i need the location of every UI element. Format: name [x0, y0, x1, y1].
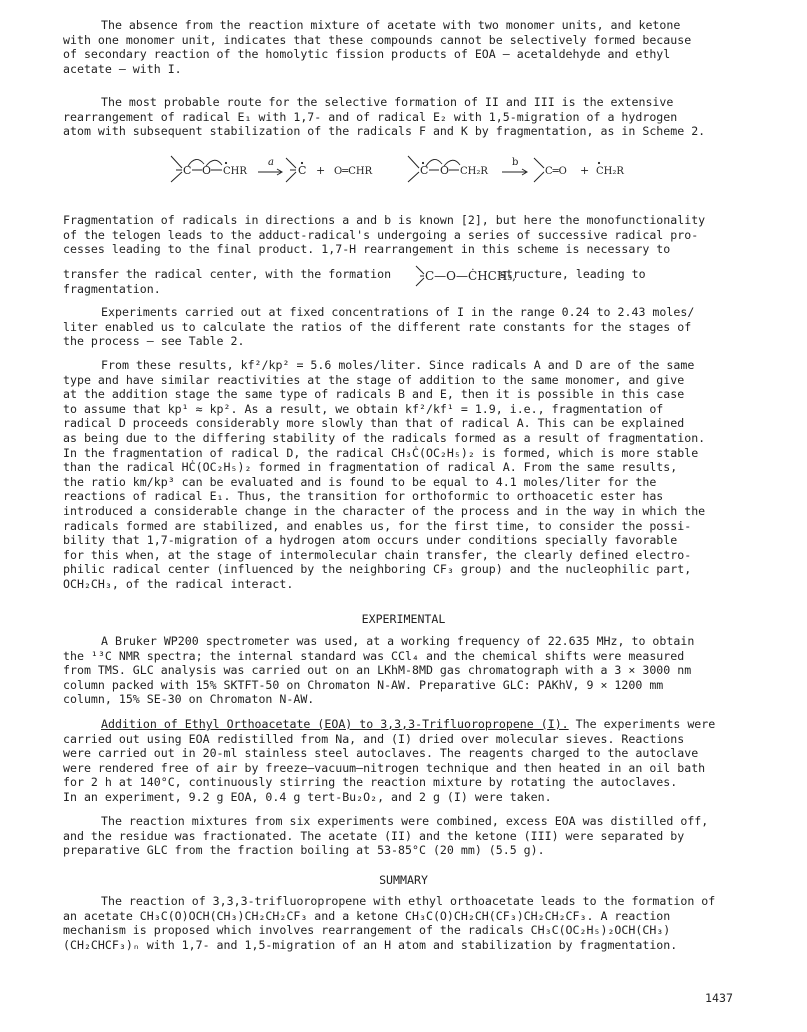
addition-section-body: The experiments were carried out using EOA redistilled from Na, and (I) dried over molecular sieves. Reactions were carried out in 20-ml stainless steel autoclaves. The reagents charged to the autoclave were rendered free of air by freeze—vacuum—nitrogen technique and then heated in an oil bath for 2 h at 140°C, continuously stirring the reaction mixture by rotating the autoclaves. In an experiment, 9.2 g EOA, 0.4 g tert-Bu₂O₂, and 2 g (I) were taken. — [63, 717, 716, 804]
transfer-text-post: structure, leading to — [499, 267, 646, 281]
paragraph-fragmentation: Fragmentation of radicals in directions a and b is known [2], but here the monofunctionality of the telogen leads to the adduct-radical's undergoing a series of successive radical pro- cesses leading to the final product. 1,7-H rearrangement in this scheme is necessary to — [63, 213, 706, 257]
paragraph-absence: The absence from the reaction mixture of acetate with two monomer units, and ketone with one monomer unit, indicates that these compounds cannot be selectively formed because of secondary reaction of the homolytic fission products of EOA — acetaldehyde and ethyl acetate — with I. — [63, 18, 692, 76]
paragraph-summary: The reaction of 3,3,3-trifluoropropene with ethyl orthoacetate leads to the formation of an acetate CH₃C(O)OCH(CH₃)CH₂CH₂CF₃ and a ketone CH₃C(O)CH₂CH(CF₃)CH₂CH₂CF₃. A reaction mechanism is proposed which involves rearrangement of the radicals CH₃C(OC₂H₅)₂OCH(CH₃) (CH₂CHCF₃)ₙ with 1,7- and 1,5-migration of an H atom and stabilization by fragmentation. — [63, 894, 716, 952]
radical-dot — [422, 162, 424, 164]
page-number: 1437 — [705, 991, 733, 1005]
paragraph-addition — [63, 717, 751, 805]
scheme-bond — [286, 158, 296, 168]
addition-section-title: Addition of Ethyl Orthoacetate (EOA) to 3,3,3-Trifluoropropene (I). — [101, 717, 569, 731]
heading-experimental: EXPERIMENTAL — [361, 612, 446, 626]
paragraph-reaction-mixtures: The reaction mixtures from six experiments were combined, excess EOA was distilled off, and the residue was fractionated. The acetate (II) and the ketone (III) were separated by preparative GLC from the fraction boiling at 53-85°C (20 mm) (5.5 g). — [63, 814, 709, 858]
scheme-bond — [416, 266, 424, 274]
scheme-right-c: C — [420, 164, 429, 177]
paragraph-transfer-line — [63, 267, 751, 282]
scheme-left-o: O — [202, 164, 212, 177]
radical-dot — [598, 162, 600, 164]
transfer-text-pre: transfer the radical center, with the formation — [63, 267, 392, 281]
paragraph-results: From these results, kf²/kp² = 5.6 moles/liter. Since radicals A and D are of the same type and have similar reactivities at the stage of addition to the same monomer, and give at the addition stage the same type of radicals B and E, then it is possible in this case to assume that kp¹ ≈ kp². As a result, we obtain kf²/kf¹ = 1.9, i.e., fragmentation of radical D proceeds considerably more slowly than that of radical A. This can be explained as being due to the differing stability of the radicals formed as a result of fragmentation. In the fragmentation of radical D, the radical CH₃Ċ(OC₂H₅)₂ is formed, which is more stable than the radical HĊ(OC₂H₅)₂ formed in fragmentation of radical A. From the same results, the ratio km/kp³ can be evaluated and is found to be equal to 4.1 moles/liter for the reactions of radical E₁. Thus, the transition for orthoformic to orthoacetic ester has introduced a considerable change in the character of the process and in the way in which the radicals formed are stabilized, and enables us, for the first time, to consider the possi- bility that 1,7-migration of a hydrogen atom occurs under conditions specially favorable for this when, at the stage of intermolecular chain transfer, the clearly defined electro- philic radical center (influenced by the neighboring CF₃ group) and the nucleophilic part, OCH₂CH₃, of the radical interact. — [63, 358, 706, 591]
scheme-bond — [286, 172, 296, 182]
arrow-label-b: b — [512, 157, 519, 168]
scheme-plus: + — [316, 164, 326, 177]
scheme-product-ch2r: CH₂R — [596, 166, 624, 177]
paragraph-bruker: A Bruker WP200 spectrometer was used, at a working frequency of 22.635 MHz, to obtain the ¹³C NMR spectra; the internal standard was CCl₄ and the chemical shifts were measured from TMS. GLC analysis was carried out on an LKhM-8MD gas chromatograph with a 3 × 3000 nm column packed with 15% SKTFT-50 on Chromaton N-AW. Preparative GLC: PAKhV, 9 × 1200 mm column, 15% SE-30 on Chromaton N-AW. — [63, 634, 695, 707]
reaction-scheme-2 — [168, 152, 668, 200]
scheme-right-o: O — [440, 164, 450, 177]
radical-dot — [225, 162, 227, 164]
scheme-bond — [171, 172, 182, 182]
scheme-left-c: C — [183, 164, 192, 177]
scheme-bond — [171, 156, 182, 168]
heading-summary: SUMMARY — [379, 873, 428, 887]
scheme-plus-2: + — [580, 164, 590, 177]
paragraph-experiments: Experiments carried out at fixed concentrations of I in the range 0.24 to 2.43 moles/ liter enabled us to calculate the ratios of the different rate constants for the stages of the process — see Table 2. — [63, 305, 695, 349]
radical-dot — [301, 162, 303, 164]
scheme-bond — [408, 156, 419, 168]
scheme-bond — [534, 158, 544, 168]
scheme-left-chr: CHR — [223, 166, 247, 177]
scheme-bond — [408, 172, 419, 182]
scheme-bond — [534, 172, 544, 182]
scheme-right-ch2r: CH₂R — [460, 166, 488, 177]
arrow-label-a: a — [268, 157, 274, 168]
paragraph-fragmentation-end: fragmentation. — [63, 282, 161, 296]
paragraph-selective-formation: The most probable route for the selective formation of II and III is the extensive rearrangement of radical E₁ with 1,7- and of radical E₂ with 1,5-migration of a hydrogen atom with subsequent stabilization of the radicals F and K by fragmentation, as in Scheme 2. — [63, 95, 706, 139]
inline-formula-text: C—O—ĊHCH₃, — [425, 269, 516, 283]
scheme-product-c: C — [298, 164, 307, 177]
scheme-product-ochr: O═CHR — [334, 166, 373, 177]
scheme-product-co: C═O — [545, 166, 567, 177]
